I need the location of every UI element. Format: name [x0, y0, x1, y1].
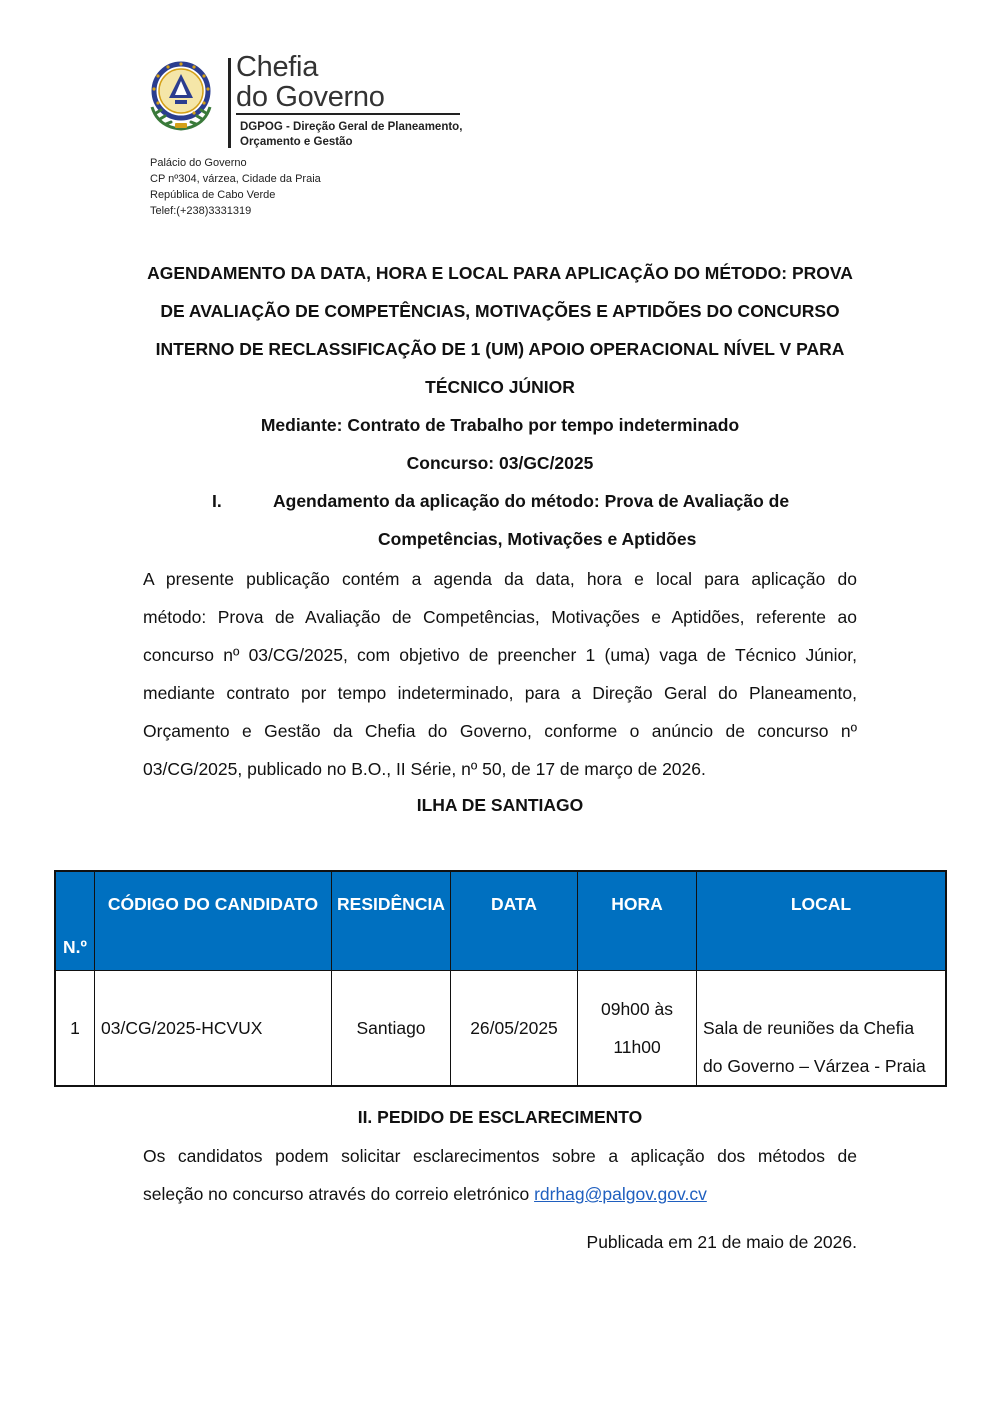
coat-of-arms-seal-icon: [142, 57, 220, 135]
header-divider: [228, 58, 231, 148]
paragraph-line: mediante contrato por tempo indeterminado, para a Direção Geral do Planeamento,: [143, 683, 857, 703]
address-block: [150, 155, 321, 219]
header-date: DATA: [451, 871, 578, 971]
schedule-table: [54, 870, 947, 1087]
header-residence: RESIDÊNCIA: [332, 871, 451, 971]
cell-time: [578, 971, 697, 1087]
header-number: N.º: [55, 871, 95, 971]
section-2-heading: II. PEDIDO DE ESCLARECIMENTO: [357, 1107, 643, 1127]
paragraph-line: concurso nº 03/CG/2025, com objetivo de preencher 1 (uma) vaga de Técnico Júnior,: [143, 645, 857, 665]
brand-underline: [236, 113, 460, 115]
address-line: CP nº304, várzea, Cidade da Praia: [150, 173, 321, 185]
brand-line-1: Chefia: [236, 51, 319, 83]
paragraph-line: método: Prova de Avaliação de Competências, Motivações e Aptidões, referente ao: [143, 607, 857, 627]
section-1-number: I.: [212, 491, 222, 511]
place-line-1: Sala de reuniões da Chefia: [703, 1018, 915, 1038]
place-line-2: do Governo – Várzea - Praia: [703, 1056, 926, 1076]
mediante-line: Mediante: Contrato de Trabalho por tempo indeterminado: [260, 415, 740, 435]
cell-date: 26/05/2025: [451, 971, 578, 1087]
section-1-heading-line-1: Agendamento da aplicação do método: Prova de Avaliação de: [273, 491, 790, 511]
section-1-paragraph: [143, 560, 857, 788]
paragraph-line: A presente publicação contém a agenda da data, hora e local para aplicação do: [143, 569, 857, 589]
table-row: [55, 971, 946, 1087]
time-line-2: 11h00: [613, 1037, 661, 1057]
address-line: Palácio do Governo: [150, 157, 247, 169]
department-name: [240, 120, 462, 150]
header-candidate-code: CÓDIGO DO CANDIDATO: [95, 871, 332, 971]
paragraph-line: 03/CG/2025, publicado no B.O., II Série, nº 50, de 17 de março de 2026.: [143, 759, 706, 779]
cell-candidate-code: 03/CG/2025-HCVUX: [95, 971, 332, 1087]
department-line-2: Orçamento e Gestão: [240, 136, 353, 148]
title-line-1: AGENDAMENTO DA DATA, HORA E LOCAL PARA APLICAÇÃO DO MÉTODO: PROVA: [147, 263, 853, 283]
paragraph-line: Orçamento e Gestão da Chefia do Governo, conforme o anúncio de concurso nº: [143, 721, 857, 741]
paragraph-line: Os candidatos podem solicitar esclarecimentos sobre a aplicação dos métodos de: [143, 1146, 857, 1166]
email-prefix-text: seleção no concurso através do correio eletrónico: [143, 1184, 535, 1204]
email-link[interactable]: rdrhag@palgov.gov.cv: [534, 1184, 707, 1204]
cell-place: [697, 971, 947, 1087]
header-time: HORA: [578, 871, 697, 971]
brand-name: [236, 52, 385, 112]
publication-date: Publicada em 21 de maio de 2026.: [586, 1232, 857, 1252]
section-1-heading-line-2: Competências, Motivações e Aptidões: [378, 529, 697, 549]
title-line-2: DE AVALIAÇÃO DE COMPETÊNCIAS, MOTIVAÇÕES E APTIDÕES DO CONCURSO: [160, 301, 840, 321]
brand-line-2: do Governo: [236, 81, 385, 113]
header-place: LOCAL: [697, 871, 947, 971]
address-line: República de Cabo Verde: [150, 189, 276, 201]
island-heading: ILHA DE SANTIAGO: [416, 795, 584, 815]
address-line: Telef:(+238)3331319: [150, 205, 252, 217]
table-header-row: [55, 871, 946, 971]
title-line-3: INTERNO DE RECLASSIFICAÇÃO DE 1 (UM) APOIO OPERACIONAL NÍVEL V PARA: [155, 339, 845, 359]
concurso-line: Concurso: 03/GC/2025: [406, 453, 594, 473]
cell-residence: Santiago: [332, 971, 451, 1087]
section-2-paragraph: [143, 1137, 857, 1213]
cell-number: 1: [55, 971, 95, 1087]
title-line-4: TÉCNICO JÚNIOR: [425, 377, 575, 397]
department-line-1: DGPOG - Direção Geral de Planeamento,: [240, 121, 463, 133]
paragraph-line: [143, 1175, 857, 1213]
time-line-1: 09h00 às: [600, 999, 673, 1019]
